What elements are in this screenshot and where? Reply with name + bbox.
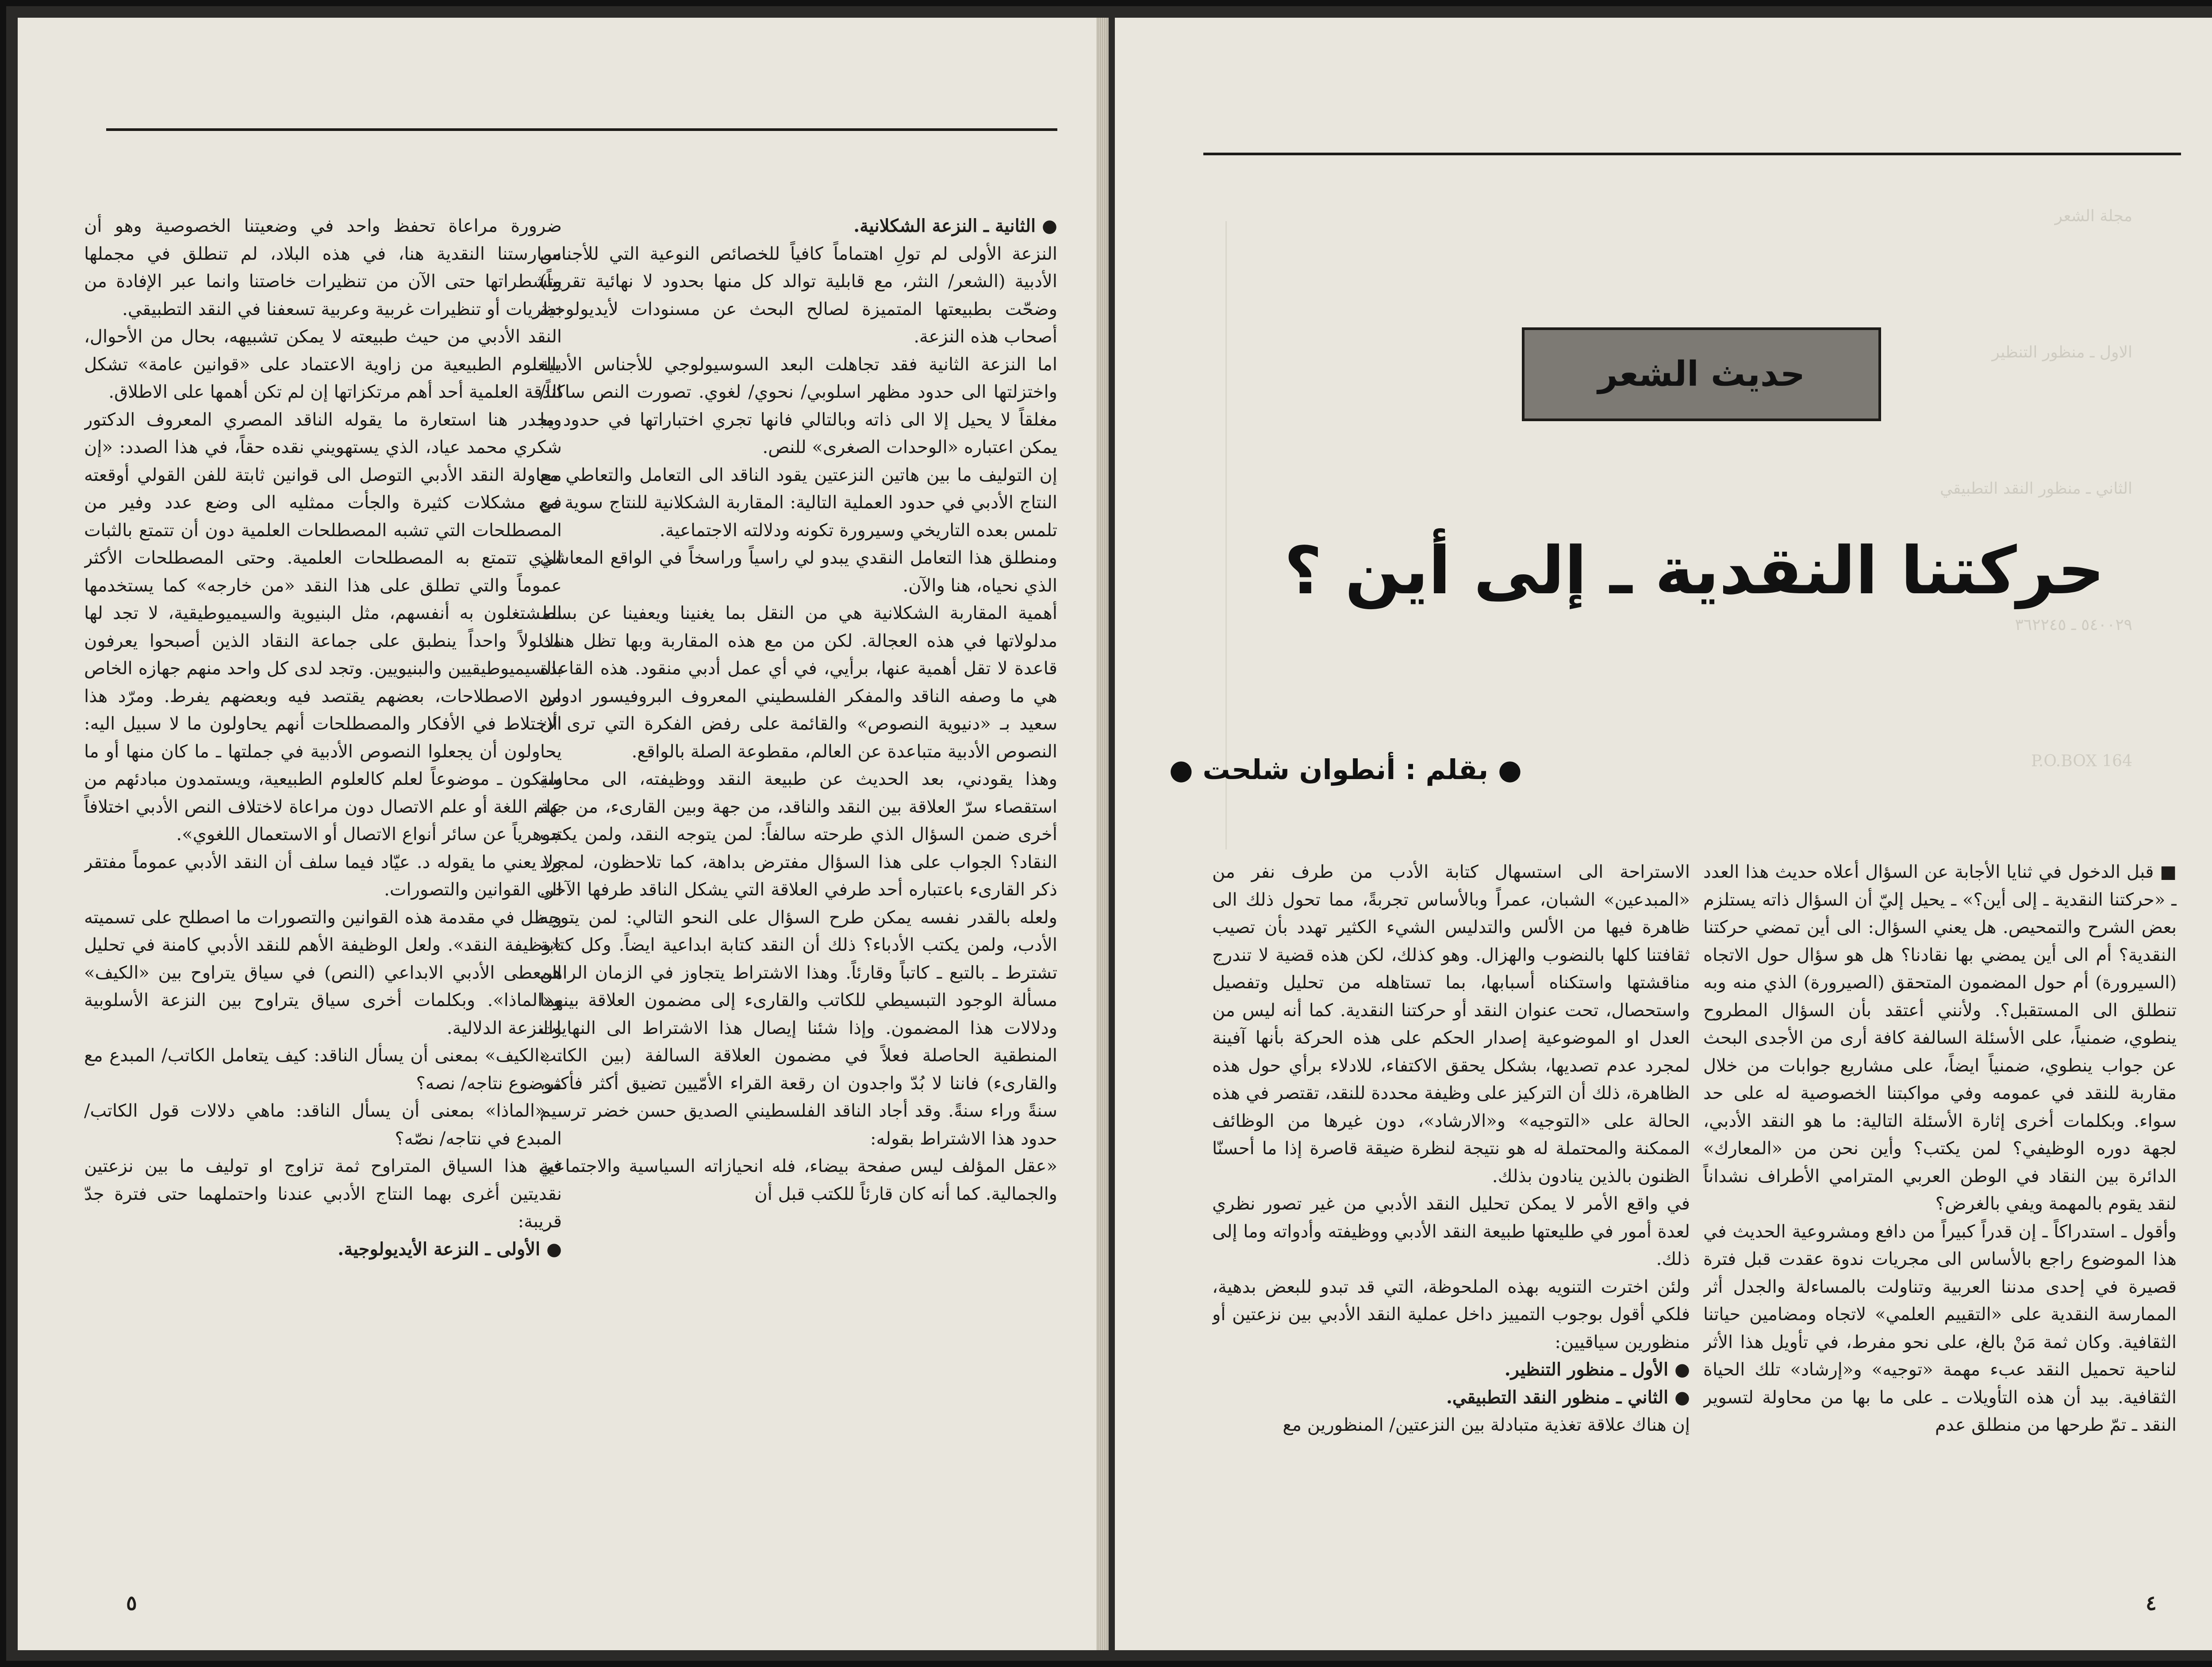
- left-page-column-right: [540, 212, 1057, 1562]
- right-page-column-left: [1212, 858, 1690, 1544]
- paragraph: ولئن اخترت التنويه بهذه الملحوظة، التي قد تبدو للبعض بدهية، فلكي أقول بوجوب التمييز داخل عملية النقد الأدبي بين نزعتين أو منظورين سياقيين:: [1212, 1276, 1690, 1352]
- top-rule: [1203, 153, 2181, 155]
- left-page: [18, 18, 1109, 1650]
- top-rule: [106, 128, 1057, 131]
- paragraph: وهذا يقودني، بعد الحديث عن طبيعة النقد ووظيفته، الى محاولة استقصاء سرّ العلاقة بين النقد والناقد، من جهة وبين القارىء، من جهة أخرى ضمن السؤال الذي طرحته سالفاً: لمن يتوجه النقد، ولمن يكتب النقاد؟ الجواب على هذا السؤال مفترض بداهة، كما تلاحظون، لمجرد ذكر القارىء باعتباره أحد طرفي العلاقة التي يشكل الناقد طرفها الآخر. ولعله بالقدر نفسه يمكن طرح السؤال على النحو التالي: لمن يتوجه الأدب، ولمن يكتب الأدباء؟ ذلك أن النقد كتابة ابداعية ايضاً. وكل كتابة تشترط ـ بالتبع ـ كاتباً وقارئاً. وهذا الاشتراط يتجاوز في الزمان الراهن مسألة الوجود التبسيطي للكاتب والقارىء إلى مضمون العلاقة بينهما ودلالات هذا المضمون. وإذا شئنا إيصال هذا الاشتراط الى النهايات المنطقية الحاصلة فعلاً في مضمون العلاقة السالفة (بين الكاتب والقارىء) فاننا لا بُدّ واجدون ان رقعة القراء الأمّيين تضيق أكثر فأكثر، سنةً وراء سنةً. وقد أجاد الناقد الفلسطيني الصديق حسن خضر ترسيم حدود هذا الاشتراط بقوله:: [540, 769, 1057, 1149]
- paragraph: ـ «الكيف» بمعنى أن يسأل الناقد: كيف يتعامل الكاتب/ المبدع مع موضوع نتاجه/ نصه؟: [84, 1045, 562, 1094]
- right-page-column-right: [1703, 858, 2177, 1544]
- paragraph: في واقع الأمر لا يمكن تحليل النقد الأدبي من غير تصور نظري لعدة أمور في طليعتها طبيعة النقد الأدبي ووظيفته وأدواته وما إلى ذلك.: [1212, 1194, 1690, 1269]
- article-headline: حركتنا النقدية ـ إلى أين ؟: [1284, 533, 2105, 609]
- paragraph: «عقل المؤلف ليس صفحة بيضاء، فله انحيازاته السياسية والاجتماعية والجمالية. كما أنه كان قارئاً للكتب قبل أن: [540, 1156, 1057, 1204]
- section-label: حديث الشعر: [1598, 354, 1805, 394]
- paragraph: في هذا السياق المتراوح ثمة تزاوج او توليف ما بين نزعتين نقديتين أغرى بهما النتاج الأدبي عندنا واحتملهما حتى فترة جدّ قريبة:: [84, 1156, 562, 1232]
- paragraph: ضرورة مراعاة تحفظ واحد في وضعيتنا الخصوصية وهو أن ممارستنا النقدية هنا، في هذه البلاد، لم تنطلق في مجملها وتشطراتها حتى الآن من تنظيرات خاصتنا وانما عبر الإفادة من نظريات أو تنظيرات غربية وعربية تسعفنا في النقد التطبيقي.: [84, 216, 562, 319]
- right-page: [1115, 18, 2212, 1650]
- article-byline: ● بقلم : أنطوان شلحت ●: [1169, 753, 1522, 786]
- page-edges: [1096, 18, 1106, 1650]
- paragraph: ـ «الماذا» بمعنى أن يسأل الناقد: ماهي دلالات قول الكاتب/ المبدع في نتاجه/ نصّه؟: [84, 1101, 562, 1149]
- paragraph: إن التوليف ما بين هاتين النزعتين يقود الناقد الى التعامل والتعاطي مع النتاج الأدبي في حدود العملية التالية: المقاربة الشكلانية للنتاج سوية مع تلمس بعده التاريخي وسيرورة تكونه ودلالته الاجتماعية.: [540, 465, 1057, 541]
- paragraph: الاستراحة الى استسهال كتابة الأدب من طرف نفر من «المبدعين» الشبان، عمراً وبالأساس تجربةً، مما تحول ذلك الى ظاهرة فيها من الألس والتدليس الشيء الكثير تهدد بأن تصيب ثقافتنا كلها بالنضوب والهزال. وهو كذلك، لكن هذه قضية لا تندرج مناقشتها واستكناه أسبابها، بما تستاهله من تحليل وتفصيل واستحصال، تحت عنوان النقد أو حركتنا النقدية. كما أنه ليس من العدل او الموضوعية إصدار الحكم على هذه الحركة بأنها آفينة لمجرد عدم تصديها، بشكل يحقق الاكتفاء، للادلاء برأي حول هذه الظاهرة، ذلك أن التركيز على وظيفة محددة للنقد، تقتصر في هذه الحالة على «التوجيه» و«الارشاد»، دون غيرها من الوظائف الممكنة والمحتملة له هو نتيجة لنظرة ضيقة قاصرة إذا ما أحسنّا الظنون بالذين ينادون بذلك.: [1212, 862, 1690, 1187]
- paragraph: النزعة الأولى لم تولِ اهتماماً كافياً للخصائص النوعية التي للأجناس الأدبية (الشعر/ النثر، مع قابلية توالد كل منها بحدود لا نهائية تقريباً) وضحّت بطبيعتها المتميزة لصالح البحث عن مسنودات لأيديولوجية أصحاب هذه النزعة.: [540, 243, 1057, 347]
- paragraph: النقد الأدبي من حيث طبيعته لا يمكن تشبيهه، بحال من الأحوال، بالعلوم الطبيعية من زاوية الاعتماد على «قوانين عامة» تشكل الدقة العلمية أحد أهم مرتكزاتها إن لم تكن أهمها على الاطلاق.: [84, 326, 562, 402]
- paragraph: ولا يعني ما يقوله د. عيّاد فيما سلف أن النقد الأدبي عموماً مفتقر الى القوانين والتصورات.: [84, 852, 562, 900]
- bleed-through-line: الثاني ـ منظور النقد التطبيقي: [1939, 480, 2132, 498]
- paragraph: ■ قبل الدخول في ثنايا الأجابة عن السؤال أعلاه حديث هذا العدد ـ «حركتنا النقدية ـ إلى أين؟» ـ يحيل إليّ أن السؤال ذاته يستلزم بعض الشرح والتمحيص. هل يعني السؤال: الى أين تمضي حركتنا النقدية؟ أم الى أين يمضي بها نقادنا؟ هل هو سؤال حول الاتجاه (السيرورة) أم حول المضمون المتحقق (الصيرورة) الذي منه وبه تنطلق الى المستقبل؟. ولأنني أعتقد بأن السؤال المطروح ينطوي، ضمنياً، على الأسئلة السالفة كافة أرى من الأجدى البحث عن جواب ينطوي، ضمنياً ايضاً، على مشاريع جوابات من خلال مقاربة للنقد في عمومه وفي مواكبتنا الخصوصية له على حد سواء. وبكلمات أخرى إثارة الأسئلة التالية: ما هو النقد الأدبي، لجهة دوره الوظيفي؟ لمن يكتب؟ وأين نحن من «المعارك» الدائرة بين النقاد في الوطن العربي المترامي الأطراف نشداناً لنقد يقوم بالمهمة ويفي بالغرض؟: [1703, 862, 2177, 1214]
- paragraph: ● الأول ـ منظور التنظير.: [1504, 1359, 1690, 1380]
- paragraph: أهمية المقاربة الشكلانية هي من النقل بما يغنينا ويعفينا عن بسط مدلولاتها في هذه العجالة. لكن من مع هذه المقاربة وبها تظل هناك قاعدة لا تقل أهمية عنها، برأيي، في أي عمل أدبي منقود. هذه القاعدة هي ما وصفه الناقد والمفكر الفلسطيني المعروف البروفيسور ادوارد سعيد بـ «دنيوية النصوص» والقائمة على رفض الفكرة التي ترى أن النصوص الأدبية متباعدة عن العالم، مقطوعة الصلة بالواقع.: [540, 603, 1057, 762]
- bleed-through-line: P.O.BOX 164: [2031, 752, 2132, 770]
- bleed-through-line: مجلة الشعر: [2055, 207, 2132, 225]
- paragraph: إن هناك علاقة تغذية متبادلة بين النزعتين/ المنظورين مع: [1283, 1415, 1690, 1435]
- paragraph: ● الأولى ـ النزعة الأيديولوجية.: [338, 1238, 562, 1260]
- page-number: ٤: [2146, 1591, 2157, 1615]
- paragraph: ومنطلق هذا التعامل النقدي يبدو لي راسياً وراسخاً في الواقع المعاشي الذي نحياه، هنا والآن.: [540, 548, 1057, 596]
- paragraph: ● الثاني ـ منظور النقد التطبيقي.: [1446, 1387, 1690, 1408]
- paragraph: وأقول ـ استدراكاً ـ إن قدراً كبيراً من دافع ومشروعية الحديث في هذا الموضوع راجع بالأساس الى مجريات ندوة عقدت قبل فترة قصيرة في إحدى مدننا العربية وتناولت بالمساءلة والجدل أثر الممارسة النقدية على «التقييم العلمي» لاتجاه ومضامين حياتنا الثقافية. وكان ثمة مَنْ بالغ، على نحو مفرط، في تأويل هذا الأثر لناحية تحميل النقد عبء مهمة «توجيه» و«إرشاد» تلك الحياة الثقافية. بيد أن هذه التأويلات ـ على ما بها من محاولة لتسوير النقد ـ تمّ طرحها من منطلق عدم: [1703, 1221, 2177, 1435]
- paragraph: اما النزعة الثانية فقد تجاهلت البعد السوسيولوجي للأجناس الأدبية واختزلتها الى حدود مظهر اسلوبي/ نحوي/ لغوي. تصورت النص ساكناً/ مغلقاً لا يحيل إلا الى ذاته وبالتالي فانها تجري اختباراتها في حدود ما يمكن اعتباره «الوحدات الصغرى» للنص.: [540, 354, 1057, 457]
- section-label-box: [1522, 327, 1881, 421]
- bleed-through-line: الاول ـ منظور التنظير: [1992, 343, 2132, 361]
- page-number: ٥: [126, 1591, 137, 1615]
- paragraph: ويظل في مقدمة هذه القوانين والتصورات ما اصطلح على تسميته «وظيفة النقد». ولعل الوظيفة الأهم للنقد الأدبي كامنة في تحليل المعطى الأدبي الابداعي (النص) في سياق يتراوح بين «الكيف» و«الماذا». وبكلمات أخرى سياق يتراوح بين النزعة الأسلوبية والنزعة الدلالية.: [84, 907, 562, 1038]
- paragraph: ● الثانية ـ النزعة الشكلانية.: [853, 215, 1057, 236]
- bleed-through-line: ٥٤٠٠٢٩ ـ ٣٦٢٢٤٥: [2015, 616, 2132, 634]
- left-page-column-left: [84, 212, 562, 1562]
- paragraph: ويجدر هنا استعارة ما يقوله الناقد المصري المعروف الدكتور شكري محمد عياد، الذي يستهويني نقده حقاً، في هذا الصدد: «إن محاولة النقد الأدبي التوصل الى قوانين ثابتة للفن القولي أوقعته في مشكلات كثيرة والجأت ممثليه الى وضع عدد وفير من المصطلحات التي تشبه المصطلحات العلمية دون أن تتمتع بالثبات الذي تتمتع به المصطلحات العلمية. وحتى المصطلحات الأكثر عموماً والتي تطلق على هذا النقد «من خارجه» كما يستخدمها المشتغلون به أنفسهم، مثل البنيوية والسيميوطيقية، لا تجد لها مدلولاً واحداً ينطبق على جماعة النقاد الذين أصبحوا يعرفون بالسيميوطيقيين والبنيويين. وتجد لدى كل واحد منهم جهازه الخاص من الاصطلاحات، بعضهم يقتصد فيه وبعضهم يفرط. ومرّد هذا الاختلاط في الأفكار والمصطلحات أنهم يحاولون ما لا سبيل اليه: يحاولون أن يجعلوا النصوص الأدبية في جملتها ـ ما كان منها أو ما سيكون ـ موضوعاً لعلم كالعلوم الطبيعية، ويستمدون مبادئهم من علم اللغة أو علم الاتصال دون مراعاة لاختلاف النص الأدبي اختلافاً جوهرياً عن سائر أنواع الاتصال أو الاستعمال اللغوي».: [84, 409, 562, 845]
